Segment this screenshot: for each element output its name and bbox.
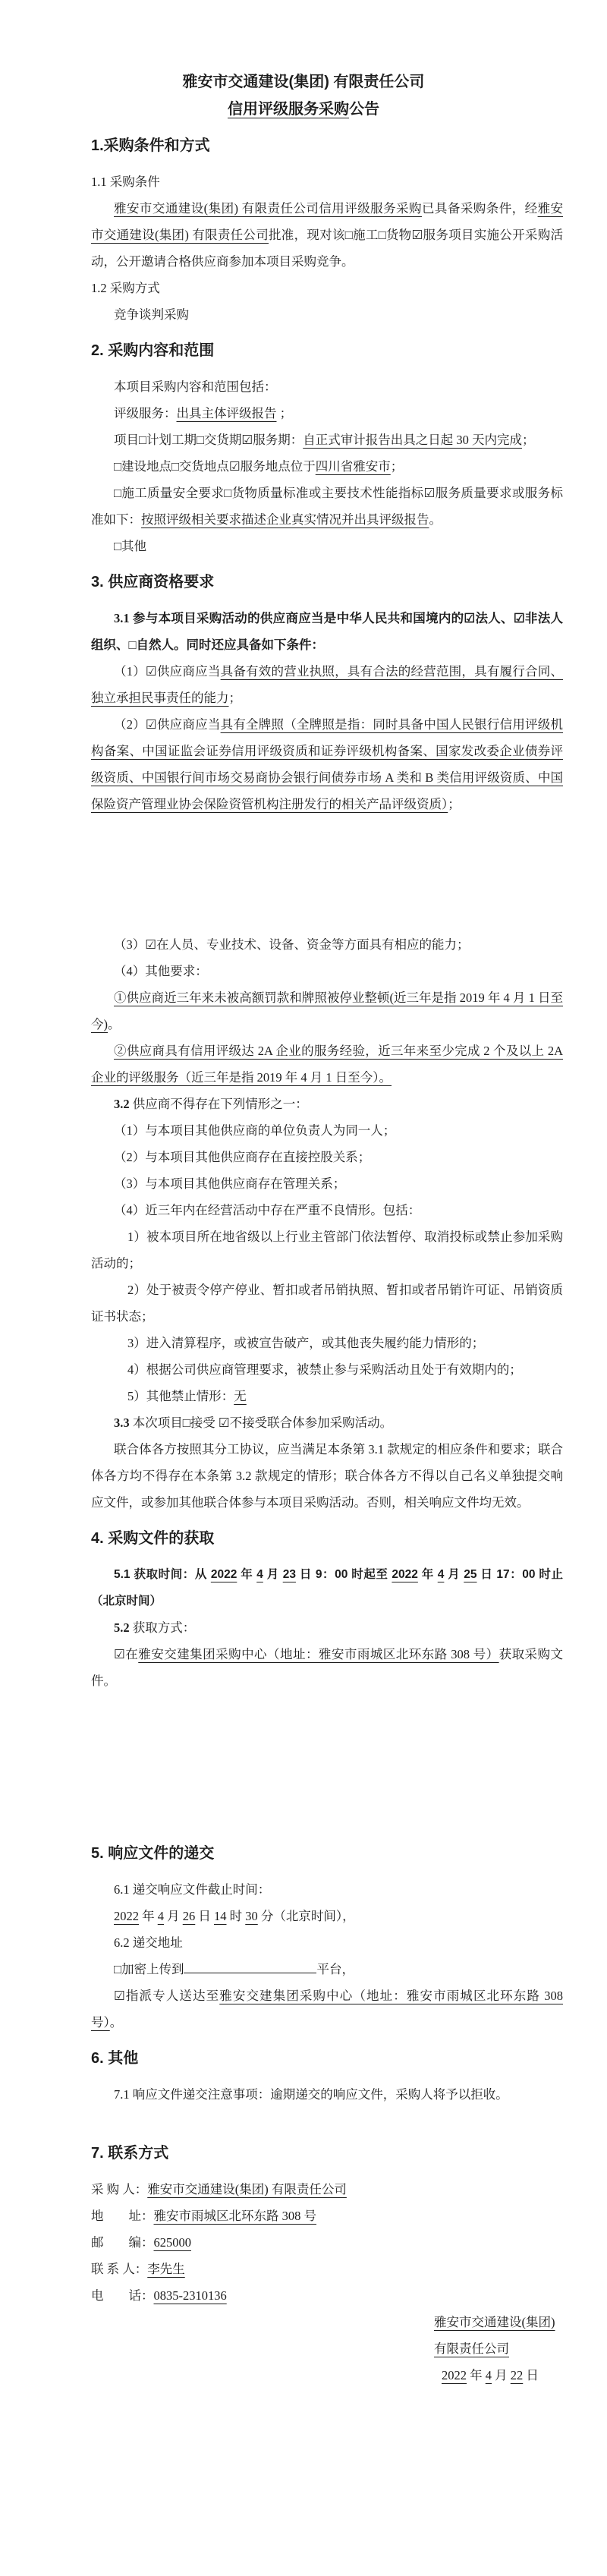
- text-segment: ；: [228, 691, 241, 705]
- paragraph: [91, 195, 563, 275]
- text-segment: 年: [139, 1909, 158, 1923]
- text-segment: ；: [390, 459, 404, 474]
- paragraph: [91, 275, 563, 301]
- text-segment: ①供应商近三年来未被高额罚款和牌照被停业整顿(近三年是指 2019 年 4 月 1 日至今): [91, 990, 563, 1031]
- document-title-line-1: 雅安市交通建设(集团) 有限责任公司: [182, 74, 425, 90]
- paragraph: [91, 1956, 563, 1982]
- text-segment: （1）与本项目其他供应商的单位负责人为同一人；: [114, 1123, 396, 1138]
- text-segment: 雅安市交通建设(集团) 有限责任公司: [434, 2315, 555, 2356]
- text-segment: 具备有效的营业执照，具有合法的经营范围，具有履行合同、独立承担民事责任的能力: [91, 664, 564, 705]
- text-segment: 2. 采购内容和范围: [91, 342, 215, 359]
- text-segment: 无: [234, 1389, 247, 1403]
- paragraph: [91, 1170, 563, 1197]
- paragraph: [91, 2081, 563, 2108]
- text-segment: 雅安交建集团采购中心（地址：雅安市雨城区北环东路 308 号）: [138, 1647, 499, 1661]
- section-heading-3: [91, 570, 563, 594]
- paragraph: [91, 1614, 563, 1641]
- text-segment: 分（北京时间），: [257, 1909, 355, 1923]
- text-segment: ②供应商具有信用评级达 2A 企业的服务经验，近三年来至少完成 2 个及以上 2A 企业的评级服务（近三年是指 2019 年 4 月 1 日至今）。: [91, 1044, 563, 1085]
- text-segment: 5.1 获取时间：从: [114, 1568, 211, 1581]
- text-segment: 7. 联系方式: [91, 2145, 169, 2162]
- section-heading-6: [91, 2046, 563, 2071]
- text-segment: □其他: [114, 539, 146, 553]
- paragraph: [91, 1641, 563, 1694]
- text-segment: 采 购 人：: [91, 2182, 148, 2197]
- paragraph: [91, 605, 563, 658]
- text-segment: （4）其他要求：: [114, 964, 208, 978]
- text-segment: 批准，现对该□施工□货物☑服务项目实施公开采购活动，公开邀请合格供应商参加本项目采购竞争。: [91, 228, 563, 269]
- text-segment: 雅安市雨城区北环东路 308 号: [153, 2209, 316, 2223]
- text-segment: 1.采购条件和方式: [91, 137, 210, 154]
- text-segment: （4）近三年内在经营活动中存在严重不良情形。包括：: [114, 1203, 421, 1217]
- text-segment: 2）处于被责令停产停业、暂扣或者吊销执照、暂扣或者吊销许可证、吊销资质证书状态；: [91, 1283, 563, 1324]
- text-segment: 具有全牌照（全牌照是指：同时具备中国人民银行信用评级机构备案、中国证监会证券信用评级资质和证券评级机构备案、国家发改委企业债券评级资质、中国银行间市场交易商协会银行间债券市场 A 类和 B 类信用评级资质、中国保险资产管理业协会保险资管机构注册发行的相关产品评级资质）: [91, 717, 564, 811]
- paragraph: [91, 1197, 563, 1223]
- paragraph: [91, 1144, 563, 1170]
- text-segment: （2）与本项目其他供应商存在直接控股关系；: [114, 1150, 371, 1164]
- paragraph: [91, 1277, 563, 1330]
- text-segment: （1）☑供应商应当: [114, 664, 221, 679]
- text-segment: 4. 采购文件的获取: [91, 1530, 215, 1547]
- paragraph: [91, 658, 563, 711]
- text-segment: 邮 编：: [91, 2235, 154, 2250]
- text-segment: 日 17：00 时止（北京时间）: [91, 1568, 563, 1608]
- text-segment: 6. 其他: [91, 2050, 139, 2067]
- text-segment: 0835-2310136: [153, 2288, 227, 2303]
- text-segment: 4: [437, 1568, 445, 1581]
- text-segment: 时: [226, 1909, 246, 1923]
- text-segment: 获取采购文件。: [91, 1647, 563, 1688]
- paragraph: [91, 1383, 563, 1409]
- text-segment: 2022: [210, 1568, 237, 1581]
- text-segment: 雅安市交通建设(集团) 有限责任公司: [91, 201, 564, 242]
- paragraph: [91, 373, 563, 400]
- document-title-line-2: [44, 96, 563, 123]
- section-heading-5: [91, 1841, 563, 1866]
- text-segment: □建设地点□交货地点☑服务地点位于: [114, 459, 316, 474]
- text-segment: ；: [521, 433, 535, 447]
- text-segment: 25: [464, 1568, 477, 1581]
- paragraph: [91, 1091, 563, 1117]
- paragraph: [91, 1038, 563, 1091]
- text-segment: ☑在: [114, 1647, 139, 1661]
- text-segment: 23: [282, 1568, 296, 1581]
- contact-line: [91, 2176, 563, 2203]
- text-segment: 日: [195, 1909, 214, 1923]
- paragraph: [91, 1982, 563, 2036]
- text-segment: 1）被本项目所在地省级以上行业主管部门依法暂停、取消投标或禁止参加采购活动的；: [91, 1230, 563, 1271]
- text-segment: 5. 响应文件的递交: [91, 1845, 215, 1862]
- text-segment: 2022: [442, 2368, 467, 2382]
- paragraph: [91, 958, 563, 984]
- paragraph: [91, 1436, 563, 1516]
- text-segment: 年: [467, 2368, 486, 2382]
- text-segment: 625000: [153, 2235, 191, 2250]
- fill-in-blank: [184, 1960, 316, 1973]
- text-segment: 按照评级相关要求描述企业真实情况并出具评级报告: [141, 512, 429, 527]
- text-segment: 地 址：: [91, 2209, 154, 2223]
- paragraph: [91, 1929, 563, 1956]
- contact-line: [91, 2256, 563, 2282]
- text-segment: 4: [256, 1568, 263, 1581]
- text-segment: 。: [109, 2015, 123, 2030]
- section-heading-2: [91, 339, 563, 363]
- text-segment: 26: [182, 1909, 196, 1923]
- text-segment: 1.1 采购条件: [91, 175, 160, 189]
- text-segment: 月: [492, 2368, 511, 2382]
- spacer: [91, 2108, 563, 2130]
- paragraph: [91, 1223, 563, 1277]
- text-segment: 月: [444, 1568, 464, 1581]
- text-segment: 6.1 递交响应文件截止时间：: [114, 1882, 271, 1897]
- text-segment: 年: [417, 1568, 438, 1581]
- text-segment: 日 9：00 时起至: [295, 1568, 392, 1581]
- text-segment: □施工质量安全要求□货物质量标准或主要技术性能指标☑服务质量要求或服务标准如下：: [91, 486, 563, 527]
- paragraph: [91, 1409, 563, 1436]
- text-segment: 6.2 递交地址: [114, 1935, 183, 1950]
- paragraph: [91, 480, 563, 533]
- document-body: [91, 134, 563, 2389]
- section-heading-4: [91, 1526, 563, 1551]
- text-segment: 雅安交建集团采购中心（地址：雅安市雨城区北环东路 308 号）: [91, 1989, 564, 2030]
- text-segment: 4）根据公司供应商管理要求，被禁止参与采购活动且处于有效期内的；: [127, 1362, 522, 1377]
- text-segment: 3）进入清算程序，或被宣告破产，或其他丧失履约能力情形的；: [127, 1336, 485, 1350]
- spacer: [91, 817, 563, 931]
- text-segment: 联 系 人：: [91, 2262, 148, 2276]
- date-line: [442, 2362, 563, 2389]
- paragraph: [91, 931, 563, 958]
- text-segment: 四川省雅安市: [315, 459, 391, 474]
- text-segment: 出具主体评级报告: [176, 406, 277, 420]
- text-segment: 联合体各方按照其分工协议，应当满足本条第 3.1 款规定的相应条件和要求；联合体各方均不得存在本条第 3.2 款规定的情形；联合体各方不得以自己名义单独提交响应文件，或参加其他联合体参与本项目采购活动。否则，相关响应文件均无效。: [91, 1442, 563, 1510]
- paragraph: [91, 1117, 563, 1144]
- text-segment: 电 话：: [91, 2288, 154, 2303]
- paragraph: [91, 427, 563, 453]
- text-segment: 月: [263, 1568, 283, 1581]
- text-segment: 本项目采购内容和范围包括：: [114, 379, 277, 394]
- section-heading-1: [91, 134, 563, 158]
- text-segment: 30: [245, 1909, 258, 1923]
- text-segment: 7.1 响应文件递交注意事项：逾期递交的响应文件，采购人将予以拒收。: [114, 2087, 508, 2102]
- text-segment: 3.3: [114, 1416, 130, 1430]
- text-segment: 已具备采购条件，经: [421, 201, 538, 216]
- paragraph: [91, 984, 563, 1038]
- text-segment: 4: [485, 2368, 492, 2382]
- text-segment: 竞争谈判采购: [114, 307, 189, 322]
- text-segment: 供应商不得存在下列情形之一：: [129, 1097, 308, 1111]
- paragraph: [91, 400, 563, 427]
- document-title-rest: 公告: [349, 101, 379, 118]
- text-segment: 5）其他禁止情形：: [127, 1389, 234, 1403]
- paragraph: [91, 301, 563, 328]
- text-segment: 2022: [392, 1568, 418, 1581]
- text-segment: 年: [237, 1568, 257, 1581]
- contact-line: [91, 2282, 563, 2309]
- paragraph: [91, 1330, 563, 1356]
- document-title-underlined: 信用评级服务采购: [228, 101, 349, 118]
- text-segment: 雅安市交通建设(集团) 有限责任公司: [147, 2182, 347, 2197]
- text-segment: 3.1 参与本项目采购活动的供应商应当是中华人民共和国境内的☑法人、☑非法人组织、□自然人。同时还应具备如下条件：: [91, 611, 563, 652]
- text-segment: 平台，: [316, 1962, 354, 1976]
- text-segment: （3）☑在人员、专业技术、设备、资金等方面具有相应的能力；: [114, 937, 470, 952]
- paragraph: [91, 453, 563, 480]
- paragraph: [91, 1356, 563, 1383]
- text-segment: ；: [276, 406, 293, 420]
- paragraph: [91, 711, 563, 817]
- text-segment: 评级服务：: [114, 406, 177, 420]
- section-heading-7: [91, 2141, 563, 2165]
- text-segment: □加密上传到: [114, 1962, 184, 1976]
- text-segment: 日: [523, 2368, 539, 2382]
- text-segment: 。: [429, 512, 442, 527]
- paragraph: [91, 533, 563, 559]
- text-segment: 本次项目□接受 ☑不接受联合体参加采购活动。: [129, 1416, 393, 1430]
- text-segment: 1.2 采购方式: [91, 281, 160, 295]
- text-segment: 22: [510, 2368, 524, 2382]
- contact-line: [91, 2229, 563, 2256]
- text-segment: 。: [108, 1017, 121, 1031]
- text-segment: ☑指派专人送达至: [114, 1989, 220, 2003]
- text-segment: （2）☑供应商应当: [114, 717, 221, 732]
- paragraph: [91, 1903, 563, 1929]
- text-segment: 2022: [114, 1909, 139, 1923]
- paragraph: [91, 1561, 563, 1614]
- text-segment: 项目□计划工期□交货期☑服务期：: [114, 433, 304, 447]
- text-segment: 3.2: [114, 1097, 130, 1111]
- text-segment: 3. 供应商资格要求: [91, 574, 215, 590]
- contact-line: [91, 2203, 563, 2229]
- paragraph: [91, 1876, 563, 1903]
- text-segment: 自正式审计报告出具之日起 30 天内完成: [303, 433, 522, 447]
- spacer: [91, 1694, 563, 1831]
- text-segment: 获取方式：: [129, 1620, 196, 1635]
- text-segment: （3）与本项目其他供应商存在管理关系；: [114, 1176, 346, 1191]
- sign-line: [434, 2309, 563, 2362]
- text-segment: 4: [157, 1909, 164, 1923]
- text-segment: 5.2: [114, 1620, 130, 1635]
- text-segment: 李先生: [147, 2262, 185, 2276]
- text-segment: 雅安市交通建设(集团) 有限责任公司信用评级服务采购: [114, 201, 422, 216]
- paragraph: [91, 168, 563, 195]
- text-segment: ；: [448, 797, 461, 811]
- text-segment: 月: [164, 1909, 183, 1923]
- text-segment: 14: [214, 1909, 227, 1923]
